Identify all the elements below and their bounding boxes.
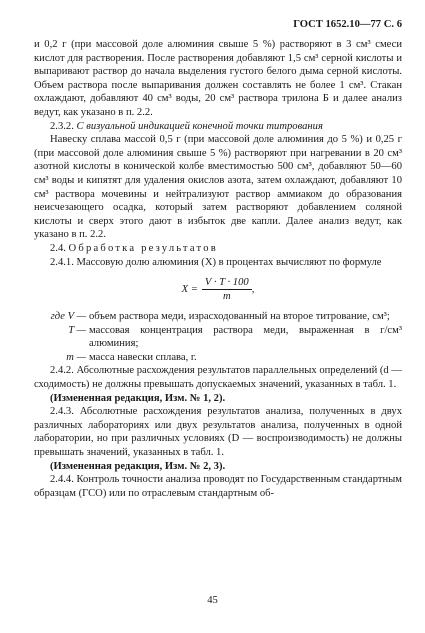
section-2-3-2-heading: [34, 120, 402, 134]
formula-numerator: V · T · 100: [202, 276, 252, 290]
formula-tail: ,: [251, 283, 255, 295]
definition-row: [34, 310, 402, 324]
amendment-note: (Измененная редакция, Изм. № 1, 2).: [50, 392, 226, 404]
section-2-4-heading: [34, 242, 402, 256]
paragraph-visual-indication: Навеску сплава массой 0,5 г (при массовой доле алюминия до 5 %) и 0,25 г (при массовой доле алюминия свыше 5 %) растворяют при нагревании в 20 см³ азотной кислоты в конической колбе вместимостью 500 см³, добавляют 50—60 см³ воды и кипятят для удаления окислов азота, затем охлаждают, добавляют 10 см³ раствора мочевины и нейтрализуют раствор аммиаком до образования неисчезающего осадка, который затем растворяют добавлением соляной кислоты и сверх этого дают в избыток две капли. Далее анализ ведут, как указано в п. 2.2.: [34, 134, 402, 241]
formula-definitions: [34, 310, 402, 364]
page-header: ГОСТ 1652.10—77 С. 6: [293, 19, 402, 30]
definition-text: массовая концентрация раствора меди, выраженная в г/см³ алюминия;: [89, 324, 402, 350]
paragraph-continuation: и 0,2 г (при массовой доле алюминия свыше 5 %) растворяют в 3 см³ смеси кислот для растворения. После растворения добавляют 1,5 см³ серной кислоты и выпаривают раствор до начала выделения густого белого дыма серной кислоты. Объем раствора после выпаривания должен составлять не более 1 см³. Стакан охлаждают, добавляют 40 см³ воды, 20 см³ раствора трилона Б и далее анализ ведут, как указано в п. 2.2.: [34, 39, 402, 118]
section-number: 2.3.2.: [50, 120, 74, 132]
definition-symbol: где V —: [50, 311, 86, 323]
formula-denominator: m: [222, 291, 231, 303]
definition-symbol: T —: [68, 324, 86, 336]
definition-row: [34, 351, 402, 365]
paragraph-2-4-3: 2.4.3. Абсолютные расхождения результатов анализа, полученных в двух различных лабораториях или двух результатов анализа, полученных в одной лаборатории, но при различных условиях (D — воспроизводимость) не должны превышать значений, указанных в табл. 1.: [34, 406, 402, 459]
formula-lhs: X =: [181, 283, 198, 295]
section-number: 2.4.: [50, 242, 66, 254]
definition-row: [34, 324, 402, 351]
paragraph-2-4-4: 2.4.4. Контроль точности анализа проводят по Государственным стандартным образцам (ГСО) или по отраслевым стандартным об-: [34, 474, 403, 499]
definition-text: масса навески сплава, г.: [89, 351, 197, 363]
paragraph-2-4-1: 2.4.1. Массовую долю алюминия (X) в процентах вычисляют по формуле: [50, 256, 382, 268]
formula-fraction: [202, 276, 252, 303]
amendment-note: (Измененная редакция, Изм. № 2, 3).: [50, 460, 226, 472]
definition-symbol: m —: [66, 351, 86, 363]
page-number: 45: [207, 595, 218, 606]
definition-text: объем раствора меди, израсходованный на второе титрование, см³;: [89, 311, 390, 323]
section-title: Обработка результатов: [68, 242, 218, 254]
section-title: С визуальной индикацией конечной точки титрования: [76, 120, 323, 132]
paragraph-2-4-2: 2.4.2. Абсолютные расхождения результатов параллельных определений (d — сходимость) не должны превышать допускаемых значений, указанных в табл. 1.: [34, 365, 402, 391]
aluminium-formula: [34, 276, 402, 303]
